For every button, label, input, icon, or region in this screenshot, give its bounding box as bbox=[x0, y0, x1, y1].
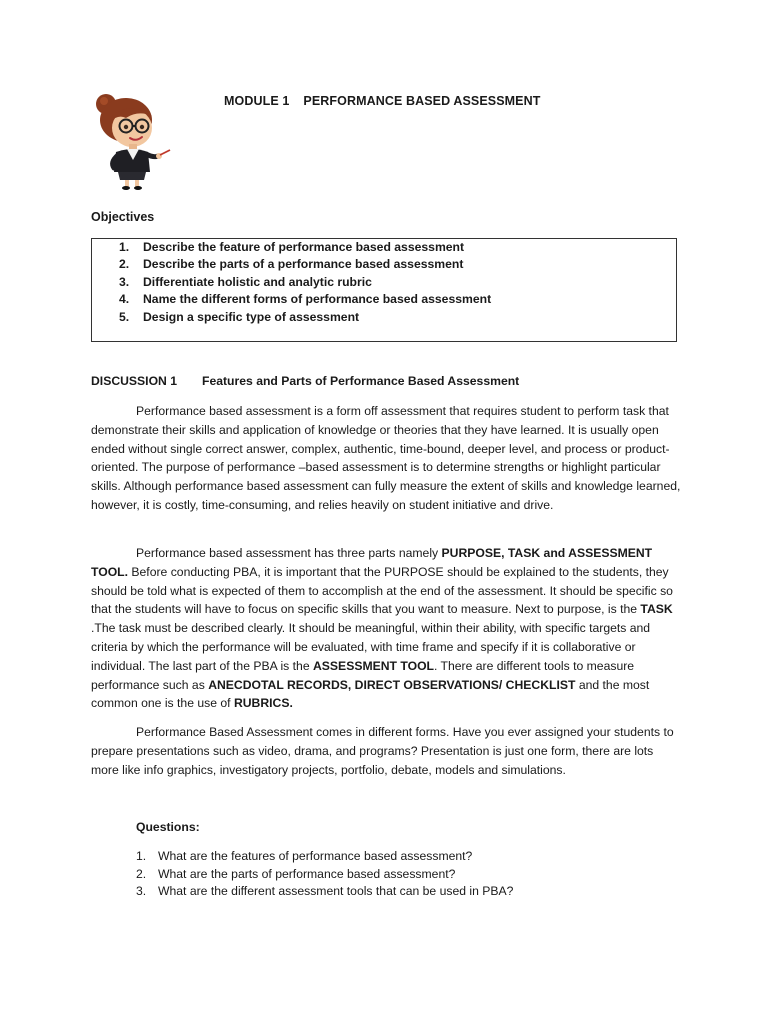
objective-item bbox=[92, 274, 676, 291]
bold-run: TASK bbox=[640, 602, 673, 617]
objective-text: Differentiate holistic and analytic rubric bbox=[143, 274, 372, 289]
objectives-list bbox=[92, 239, 676, 326]
objectives-box bbox=[91, 238, 677, 342]
bold-run: ANECDOTAL RECORDS, DIRECT OBSERVATIONS/ CHECKLIST bbox=[208, 677, 576, 692]
paragraph-definition: Performance based assessment is a form off assessment that requires student to perform task that demonstrate their skills and application of knowledge or theories that they have learned. It is usually open ended without single correct answer, complex, authentic, time-bound, deeper level, and process or product- oriented. The purpose of performance –based assessment is to determine strengths or highlight particular skills. Although performance based assessment can fully measure the extent of skills and knowledge learned, however, it is costly, time-consuming, and relies heavily on student initiative and drive. bbox=[91, 404, 681, 512]
discussion-label: DISCUSSION 1 bbox=[91, 374, 178, 388]
module-name: PERFORMANCE BASED ASSESSMENT bbox=[303, 94, 541, 108]
question-text: What are the features of performance based assessment? bbox=[158, 849, 473, 863]
questions-heading: Questions: bbox=[136, 820, 200, 834]
text-run: Before conducting PBA, it is important that the PURPOSE should be explained to the students, they should be told what is expected of them to accomplish at the end of the assessment. It should be specific so that the students will have to focus on specific skills that you want to measure. Next to purpose, is the bbox=[91, 564, 673, 617]
objective-item bbox=[92, 256, 676, 273]
text-run: .The task must be described clearly. It should be meaningful, within their ability, with specific targets and criteria by which the performance will be evaluated, with time frame and specify if it is collaborative or individual. The last part of the PBA is the bbox=[91, 621, 651, 673]
objectives-heading: Objectives bbox=[91, 210, 155, 224]
bold-run: RUBRICS. bbox=[233, 696, 293, 711]
objective-text: Design a specific type of assessment bbox=[143, 309, 360, 324]
objective-number: 1. bbox=[119, 240, 130, 254]
text-run: Performance based assessment has three parts namely bbox=[136, 546, 442, 560]
objective-text: Describe the parts of a performance based assessment bbox=[143, 257, 464, 272]
objective-text: Describe the feature of performance based assessment bbox=[143, 240, 465, 254]
module-title bbox=[224, 94, 540, 108]
module-label: MODULE 1 bbox=[224, 94, 290, 108]
objective-number: 5. bbox=[119, 309, 130, 324]
objective-number: 3. bbox=[119, 274, 130, 289]
objective-item bbox=[92, 291, 676, 308]
objective-item bbox=[92, 239, 676, 256]
discussion-heading bbox=[91, 374, 520, 388]
objective-number: 4. bbox=[119, 292, 130, 307]
text-run: and the most common one is the use of bbox=[91, 677, 650, 711]
question-item bbox=[136, 848, 513, 866]
bold-run: PURPOSE, TASK and ASSESSMENT TOOL. bbox=[91, 546, 653, 579]
objective-number: 2. bbox=[119, 257, 130, 272]
objective-text: Name the different forms of performance based assessment bbox=[143, 292, 492, 307]
objective-item bbox=[92, 309, 676, 326]
question-text: What are the different assessment tools that can be used in PBA? bbox=[158, 884, 514, 899]
question-item bbox=[136, 883, 513, 901]
question-number: 3. bbox=[136, 884, 147, 899]
teacher-mascot-icon bbox=[88, 92, 172, 190]
discussion-title: Features and Parts of Performance Based Assessment bbox=[202, 374, 520, 388]
text-run: . There are different tools to measure performance such as bbox=[91, 658, 635, 692]
paragraph-parts bbox=[91, 544, 681, 713]
paragraph-forms: Performance Based Assessment comes in different forms. Have you ever assigned your students to prepare presentations such as video, drama, and programs? Presentation is just one form, there are lots more like info graphics, investigatory projects, portfolio, debate, models and simulations. bbox=[91, 725, 674, 777]
questions-list bbox=[136, 848, 513, 901]
question-number: 1. bbox=[136, 849, 147, 863]
question-number: 2. bbox=[136, 866, 147, 881]
bold-run: ASSESSMENT TOOL bbox=[313, 658, 434, 673]
question-item bbox=[136, 866, 513, 884]
question-text: What are the parts of performance based assessment? bbox=[158, 866, 456, 881]
